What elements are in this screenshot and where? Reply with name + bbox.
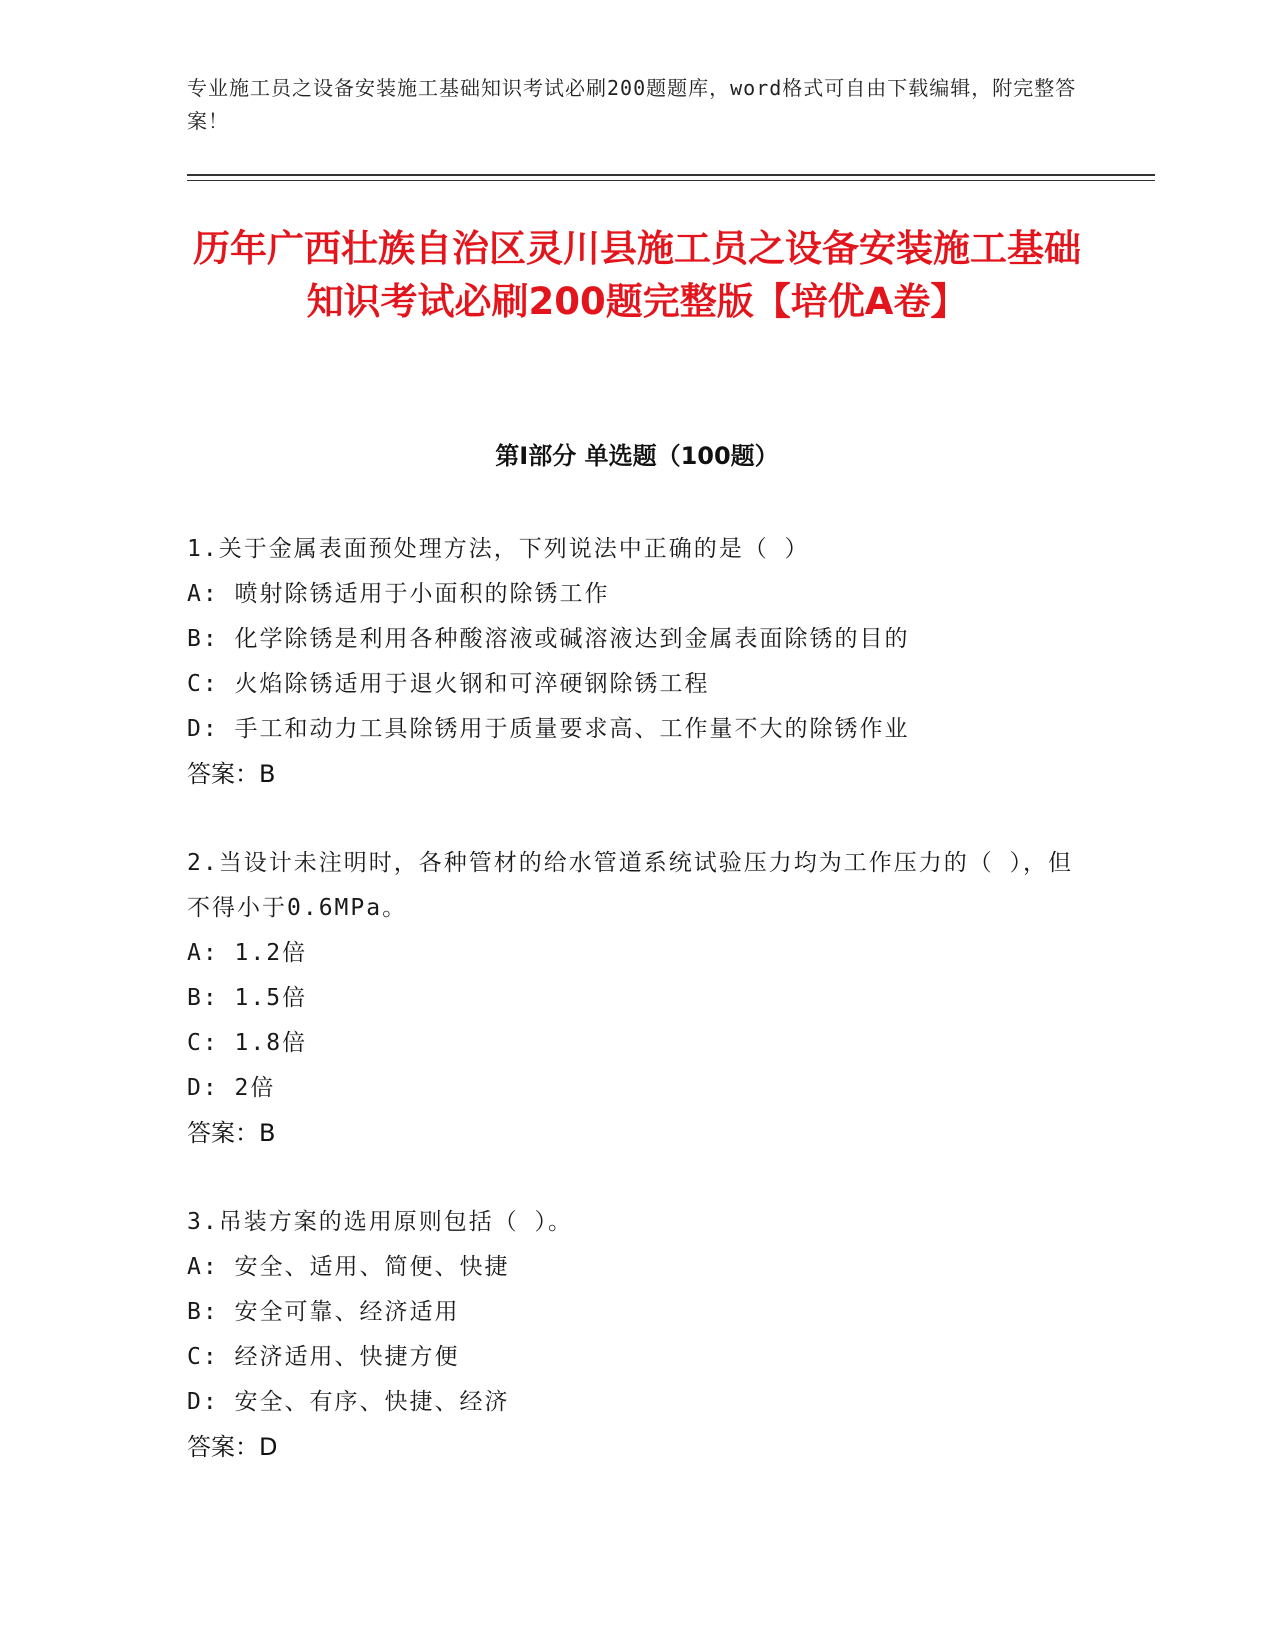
- option-a: A: 安全、适用、简便、快捷: [187, 1254, 510, 1280]
- option-d: D: 2倍: [187, 1075, 276, 1101]
- option-d: D: 安全、有序、快捷、经济: [187, 1389, 510, 1415]
- option-b: B: 安全可靠、经济适用: [187, 1299, 460, 1325]
- answer-line: 答案：B: [187, 760, 276, 788]
- option-a: A: 喷射除锈适用于小面积的除锈工作: [187, 581, 610, 607]
- header-divider-thin: [187, 180, 1155, 181]
- header-divider-thick: [187, 174, 1155, 176]
- option-d: D: 手工和动力工具除锈用于质量要求高、工作量不大的除锈作业: [187, 716, 910, 742]
- question-stem: 3.吊装方案的选用原则包括（ ）。: [187, 1209, 574, 1235]
- option-c: C: 1.8倍: [187, 1030, 308, 1056]
- section-title: 第I部分 单选题（100题）: [495, 442, 779, 470]
- document-title: 历年广西壮族自治区灵川县施工员之设备安装施工基础知识考试必刷200题完整版【培优A卷】: [193, 227, 1081, 323]
- question-item: [187, 527, 1087, 797]
- question-stem: 2.当设计未注明时，各种管材的给水管道系统试验压力均为工作压力的（ ），但不得小于0.6MPa。: [187, 850, 1074, 921]
- option-c: C: 火焰除锈适用于退火钢和可淬硬钢除锈工程: [187, 671, 710, 697]
- option-a: A: 1.2倍: [187, 940, 308, 966]
- answer-line: 答案：B: [187, 1119, 276, 1147]
- answer-line: 答案：D: [187, 1433, 278, 1461]
- question-item: [187, 1200, 1087, 1470]
- header-note: 专业施工员之设备安装施工基础知识考试必刷200题题库，word格式可自由下载编辑，附完整答案！: [187, 76, 1077, 133]
- option-b: B: 1.5倍: [187, 985, 308, 1011]
- question-item: [187, 841, 1087, 1156]
- option-c: C: 经济适用、快捷方便: [187, 1344, 460, 1370]
- question-stem: 1.关于金属表面预处理方法，下列说法中正确的是（ ）: [187, 536, 810, 562]
- option-b: B: 化学除锈是利用各种酸溶液或碱溶液达到金属表面除锈的目的: [187, 626, 910, 652]
- question-list: [187, 527, 1087, 1514]
